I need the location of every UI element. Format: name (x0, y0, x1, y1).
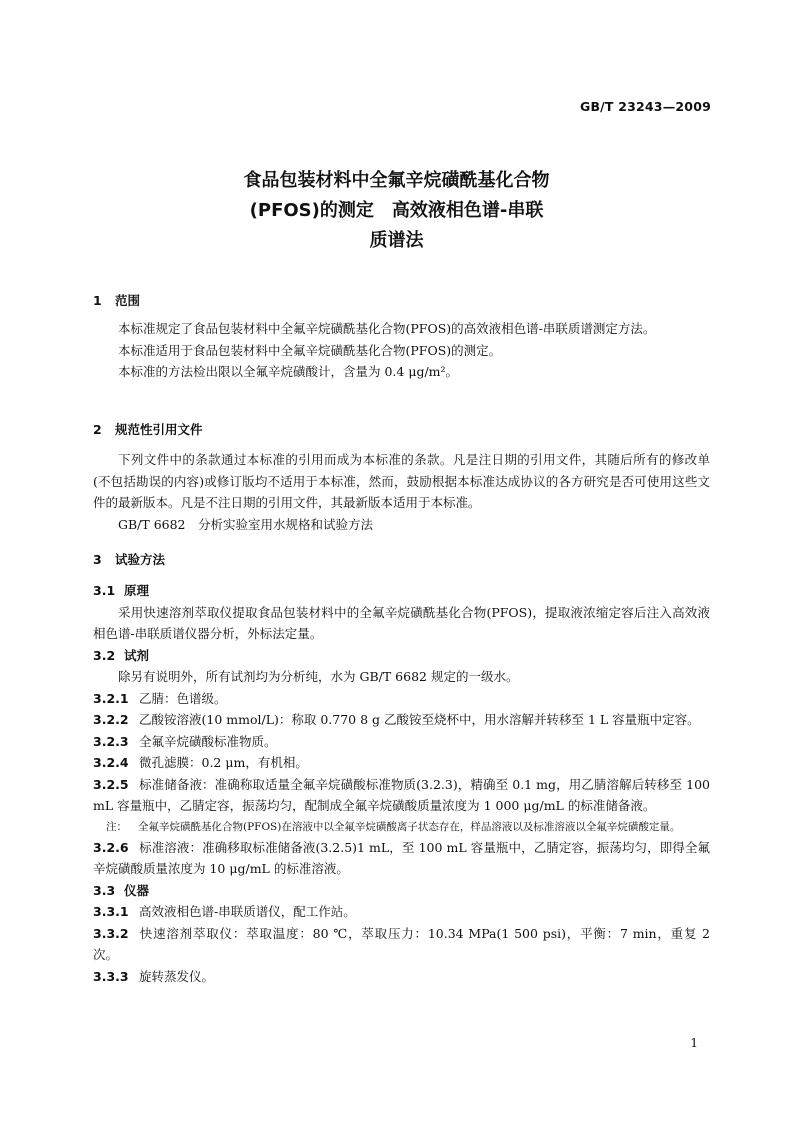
normative-reference: GB/T 6682 分析实验室用水规格和试验方法 (118, 516, 374, 532)
section-2-body (93, 449, 710, 535)
section-title: 规范性引用文件 (115, 422, 203, 437)
subsection-title: 原理 (124, 583, 150, 598)
paragraph: 除另有说明外，所有试剂均为分析纯，水为 GB/T 6682 规定的一级水。 (118, 669, 519, 684)
subsection-3-3-heading (93, 880, 710, 902)
clause-number: 3.2.5 (93, 776, 129, 792)
note (93, 817, 710, 837)
section-number: 1 (93, 293, 102, 308)
section-title: 试验方法 (115, 552, 166, 567)
standard-number: GB/T 23243—2009 (579, 99, 711, 114)
clause-text: 标准溶液：准确移取标准储备液(3.2.5)1 mL，至 100 mL 容量瓶中，乙腈定容，振荡均匀，即得全氟辛烷磺酸质量浓度为 10 μg/mL 的标准溶液。 (93, 839, 710, 876)
clause-text: 高效液相色谱-串联质谱仪，配工作站。 (139, 904, 356, 919)
clause-3-2-1 (93, 688, 710, 710)
paragraph: 下列文件中的条款通过本标准的引用而成为本标准的条款。凡是注日期的引用文件，其随后所有的修改单(不包括勘误的内容)或修订版均不适用于本标准，然而，鼓励根据本标准达成协议的各方研究是否可使用这些文件的最新版本。凡是不注日期的引用文件，其最新版本适用于本标准。 (93, 452, 710, 510)
clause-3-2-4 (93, 752, 710, 774)
paragraph: 采用快速溶剂萃取仪提取食品包装材料中的全氟辛烷磺酰基化合物(PFOS)，提取液浓缩定容后注入高效液相色谱-串联质谱仪器分析，外标法定量。 (93, 604, 710, 641)
clause-3-2-2 (93, 709, 710, 731)
subsection-3-2-heading (93, 645, 710, 667)
note-label: 注： (106, 820, 127, 833)
clause-text: 乙腈：色谱级。 (139, 690, 227, 706)
clause-text: 快速溶剂萃取仪：萃取温度：80 ℃，萃取压力：10.34 MPa(1 500 psi)，平衡：7 min，重复 2 次。 (93, 925, 710, 962)
clause-text: 标准储备液：准确称取适量全氟辛烷磺酸标准物质(3.2.3)，精确至 0.1 mg，用乙腈溶解后转移至 100 mL 容量瓶中，乙腈定容，振荡均匀，配制成全氟辛烷磺酸质量浓度为 1 000 μg/mL 的标准储备液。 (93, 776, 710, 813)
clause-3-3-1 (93, 901, 710, 923)
page-number: 1 (690, 1036, 698, 1050)
title-line-3: 质谱法 (369, 230, 424, 251)
clause-3-2-5 (93, 774, 710, 817)
note-text: 全氟辛烷磺酰基化合物(PFOS)在溶液中以全氟辛烷磺酸离子状态存在，样品溶液以及标准溶液以全氟辛烷磺酸定量。 (138, 820, 681, 833)
document-title (0, 166, 793, 256)
clause-number: 3.3.3 (93, 968, 129, 984)
clause-number: 3.3.2 (93, 925, 129, 941)
clause-text: 乙酸铵溶液(10 mmol/L)：称取 0.770 8 g 乙酸铵至烧杯中，用水溶解并转移至 1 L 容量瓶中定容。 (139, 712, 700, 727)
paragraph: 本标准的方法检出限以全氟辛烷磺酸计，含量为 0.4 μg/m²。 (118, 364, 459, 379)
section-1-body (93, 318, 710, 383)
section-title: 范围 (115, 293, 141, 308)
subsection-number: 3.2 (93, 647, 116, 663)
subsection-3-1-heading (93, 580, 710, 602)
paragraph: 本标准规定了食品包装材料中全氟辛烷磺酰基化合物(PFOS)的高效液相色谱-串联质谱测定方法。 (118, 321, 656, 336)
clause-number: 3.2.1 (93, 690, 129, 706)
clause-text: 全氟辛烷磺酸标准物质。 (139, 733, 277, 749)
subsection-number: 3.3 (93, 882, 116, 898)
section-number: 2 (93, 422, 102, 437)
title-line-2: (PFOS)的测定 高效液相色谱-串联 (249, 200, 544, 221)
clause-number: 3.2.3 (93, 733, 129, 749)
section-3-body (93, 580, 710, 987)
section-3-heading (93, 550, 710, 568)
clause-3-2-6 (93, 837, 710, 880)
clause-3-3-3 (93, 966, 710, 988)
clause-number: 3.2.2 (93, 712, 129, 727)
clause-3-3-2 (93, 923, 710, 966)
clause-text: 微孔滤膜：0.2 μm，有机相。 (139, 755, 308, 770)
section-2-heading (93, 420, 710, 438)
clause-number: 3.2.6 (93, 839, 129, 855)
paragraph: 本标准适用于食品包装材料中全氟辛烷磺酰基化合物(PFOS)的测定。 (118, 342, 502, 358)
subsection-number: 3.1 (93, 583, 116, 598)
section-1-heading (93, 291, 710, 309)
title-line-1: 食品包装材料中全氟辛烷磺酰基化合物 (243, 170, 550, 191)
clause-text: 旋转蒸发仪。 (139, 968, 215, 984)
clause-3-2-3 (93, 731, 710, 753)
clause-number: 3.2.4 (93, 755, 129, 770)
subsection-title: 仪器 (124, 882, 150, 898)
section-number: 3 (93, 552, 102, 567)
clause-number: 3.3.1 (93, 904, 129, 919)
subsection-title: 试剂 (124, 647, 150, 663)
